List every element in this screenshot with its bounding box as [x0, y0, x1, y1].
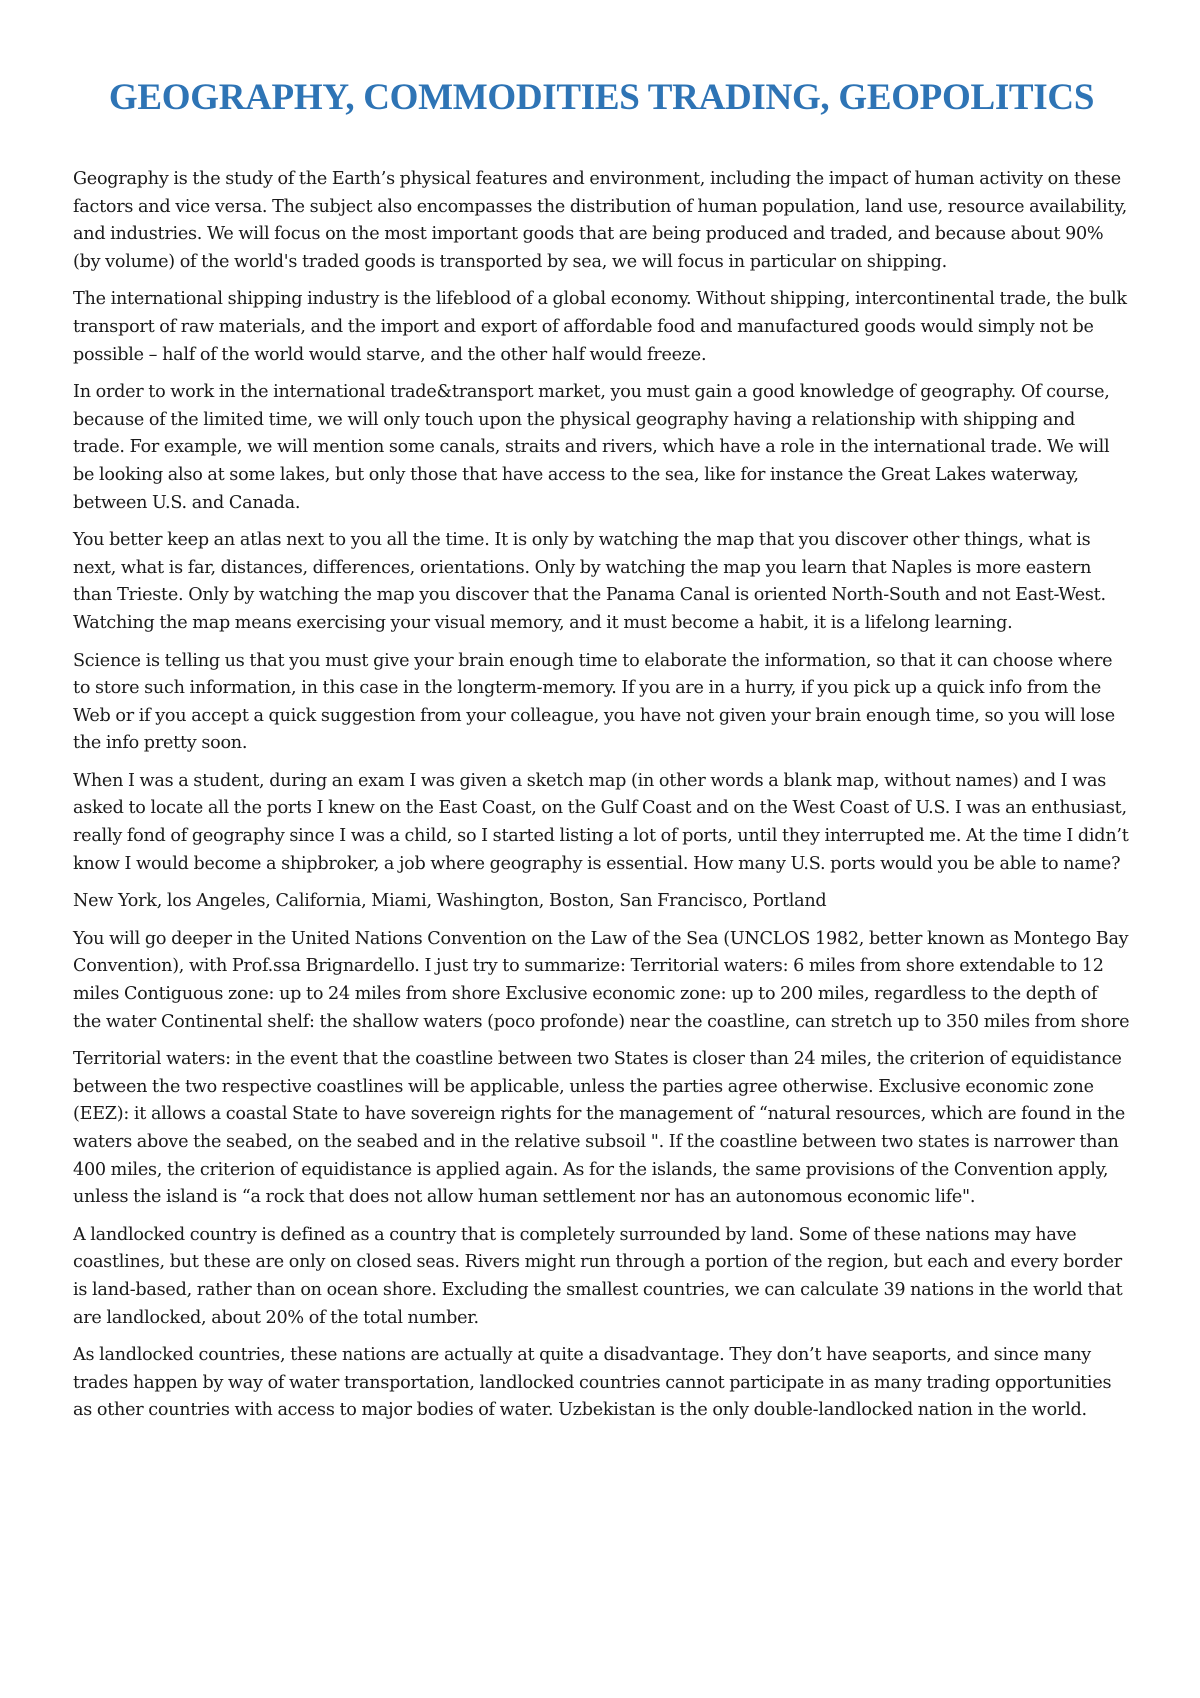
paragraph-atlas: You better keep an atlas next to you all the time. It is only by watching the map that you discover other things, what is next, what is far, distances, differences, orientations. Only by watching the map you learn that Naples is more eastern than Trieste. Only by watching the map you discover that the Panama Canal is oriented North-South and not East-West. Watching the map means exercising your visual memory, and it must become a habit, it is a lifelong learning.: [73, 530, 1106, 633]
paragraph-landlocked-disadvantage: As landlocked countries, these nations are actually at quite a disadvantage. They don’t have seaports, and since many trades happen by way of water transportation, landlocked countries cannot participate in as many trading opportunities as other countries with access to major bodies of water. Uzbekistan is the only double-landlocked nation in the world.: [73, 1345, 1112, 1421]
paragraph-student-exam: When I was a student, during an exam I was given a sketch map (in other words a blank map, without names) and I was asked to locate all the ports I knew on the East Coast, on the Gulf Coast and on the West Coast of U.S. I was an enthusiast, really fond of geography since I was a child, so I started listing a lot of ports, until they interrupted me. At the time I didn’t know I would become a shipbroker, a job where geography is essential. How many U.S. ports would you be able to name?: [73, 770, 1129, 874]
paragraph-shipping-industry: The international shipping industry is the lifeblood of a global economy. Without shipping, intercontinental trade, the bulk transport of raw materials, and the import and export of affordable food and manufactured goods would simply not be possible – half of the world would starve, and the other half would freeze.: [73, 289, 1127, 365]
paragraph-memory: Science is telling us that you must give your brain enough time to elaborate the information, so that it can choose where to store such information, in this case in the longterm-memory. If you are in a hurry, if you pick up a quick info from the Web or if you accept a quick suggestion from your colleague, you have not given your brain enough time, so you will lose the info pretty soon.: [73, 650, 1115, 754]
paragraph-territorial-waters: Territorial waters: in the event that the coastline between two States is closer than 24 miles, the criterion of equidistance between the two respective coastlines will be applicable, unless the parties agree otherwise. Exclusive economic zone (EEZ): it allows a coastal State to have sovereign rights for the management of “natural resources, which are found in the waters above the seabed, on the seabed and in the relative subsoil ". If the coastline between two states is narrower than 400 miles, the criterion of equidistance is applied again. As for the islands, the same provisions of the Convention apply, unless the island is “a rock that does not allow human settlement nor has an autonomous economic life".: [73, 1049, 1126, 1208]
paragraph-trade-transport: In order to work in the international trade&transport market, you must gain a good knowledge of geography. Of course, because of the limited time, we will only touch upon the physical geography having a relationship with shipping and trade. For example, we will mention some canals, straits and rivers, which have a role in the international trade. We will be looking also at some lakes, but only those that have access to the sea, like for instance the Great Lakes waterway, between U.S. and Canada.: [73, 382, 1110, 513]
paragraph-unclos: You will go deeper in the United Nations Convention on the Law of the Sea (UNCLOS 1982, better known as Montego Bay Convention), with Prof.ssa Brignardello. I just try to summarize: Territorial waters: 6 miles from shore extendable to 12 miles Contiguous zone: up to 24 miles from shore Exclusive economic zone: up to 200 miles, regardless to the depth of the water Continental shelf: the shallow waters (poco profonde) near the coastline, can stretch up to 350 miles from shore: [73, 928, 1130, 1032]
paragraph-us-ports: New York, los Angeles, California, Miami, Washington, Boston, San Francisco, Portland: [73, 891, 827, 912]
paragraph-landlocked-definition: A landlocked country is defined as a country that is completely surrounded by land. Some of these nations may have coastlines, but these are only on closed seas. Rivers might run through a portion of the region, but each and every border is land-based, rather than on ocean shore. Excluding the smallest countries, we can calculate 39 nations in the world that are landlocked, about 20% of the total number.: [73, 1224, 1123, 1328]
paragraph-geography-intro: Geography is the study of the Earth’s physical features and environment, including the impact of human activity on these factors and vice versa. The subject also encompasses the distribution of human population, land use, resource availability, and industries. We will focus on the most important goods that are being produced and traded, and because about 90% (by volume) of the world's traded goods is transported by sea, we will focus in particular on shipping.: [73, 169, 1127, 272]
document-title: GEOGRAPHY, COMMODITIES TRADING, GEOPOLITICS: [108, 77, 1095, 118]
